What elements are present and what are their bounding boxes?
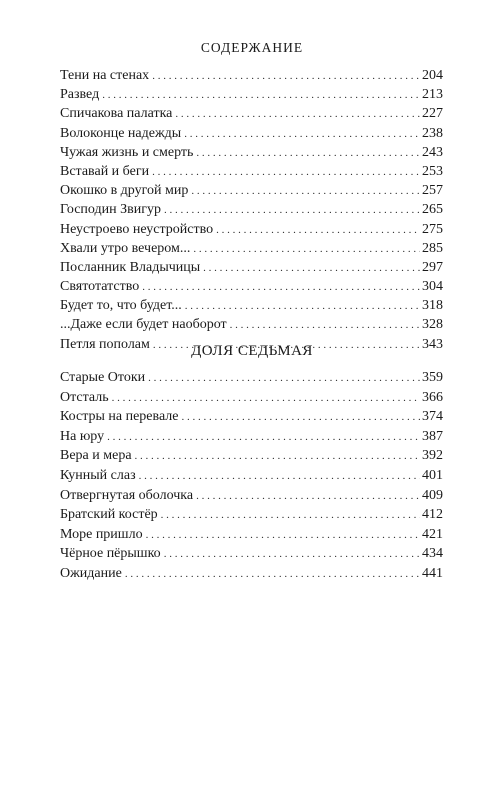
dot-leader — [185, 297, 420, 316]
toc-entry-page: 275 — [422, 221, 443, 237]
toc-entry — [60, 277, 443, 296]
toc-entry-page: 401 — [422, 467, 443, 483]
toc-entry-page: 412 — [422, 507, 443, 523]
dot-leader — [193, 240, 420, 259]
toc-entry — [60, 258, 443, 277]
toc-entry-page: 304 — [422, 279, 443, 295]
dot-leader — [152, 163, 420, 182]
toc-entry-title: Волоконце надежды — [60, 125, 182, 141]
toc-entry-page: 204 — [422, 68, 443, 83]
toc-entry-title: Неустроево неустройство — [60, 221, 214, 237]
toc-entry — [60, 220, 443, 239]
toc-entry — [60, 407, 443, 427]
dot-leader — [216, 221, 420, 240]
contents-heading: СОДЕРЖАНИЕ — [200, 40, 304, 55]
toc-entry-title: Отсталь — [60, 389, 109, 405]
toc-entry — [60, 66, 443, 85]
dot-leader — [112, 389, 420, 409]
toc-entry — [60, 388, 443, 408]
toc-entry-title: Вставай и беги — [60, 163, 150, 179]
toc-entry-title: Петля пополам — [60, 336, 150, 352]
toc-entry — [60, 368, 443, 388]
toc-entry — [60, 296, 443, 315]
toc-entry-title: ...Даже если будет наоборот — [60, 317, 227, 333]
dot-leader — [161, 506, 420, 526]
toc-entry-title: Тени на стенах — [60, 68, 150, 83]
toc-entry — [60, 486, 443, 506]
toc-entry — [60, 143, 443, 162]
dot-leader — [184, 125, 420, 144]
toc-entry-title: Чёрное пёрышко — [60, 546, 161, 562]
toc-entry — [60, 104, 443, 123]
toc-entry-title: Ожидание — [60, 565, 122, 581]
toc-entry-title: Святотатство — [60, 279, 140, 295]
toc-entry-title: Вера и мера — [60, 448, 132, 464]
toc-entry-page: 421 — [422, 526, 443, 542]
toc-entry-page: 253 — [422, 163, 443, 179]
contents-list — [60, 66, 443, 354]
dot-leader — [175, 105, 420, 124]
toc-entry-title: Костры на перевале — [60, 409, 179, 425]
toc-entry-title: Отвергнутая оболочка — [60, 487, 194, 503]
toc-entry-title: Кунный слаз — [60, 467, 136, 483]
toc-entry-page: 366 — [422, 389, 443, 405]
dot-leader — [148, 369, 420, 389]
dot-leader — [139, 467, 420, 487]
toc-entry — [60, 239, 443, 258]
toc-entry — [60, 162, 443, 181]
toc-entry — [60, 466, 443, 486]
dot-leader — [182, 408, 421, 428]
toc-entry-title: Чужая жизнь и смерть — [60, 144, 194, 160]
dot-leader — [203, 259, 420, 278]
dot-leader — [164, 545, 420, 565]
toc-entry-page: 392 — [422, 448, 443, 464]
toc-entry — [60, 505, 443, 525]
toc-entry-title: Окошко в другой мир — [60, 183, 189, 199]
toc-entry-title: Море пришло — [60, 526, 143, 542]
toc-entry-page: 238 — [422, 125, 443, 141]
dot-leader — [164, 201, 420, 220]
dot-leader — [135, 447, 420, 467]
toc-entry — [60, 544, 443, 564]
dot-leader — [196, 487, 420, 507]
dot-leader — [146, 526, 420, 546]
toc-entry-page: 359 — [422, 370, 443, 385]
toc-entry — [60, 181, 443, 200]
part-heading: ДОЛЯ СЕДЬМАЯ — [191, 343, 313, 359]
toc-entry-page: 434 — [422, 546, 443, 562]
toc-entry-title: Посланник Владычицы — [60, 259, 201, 275]
toc-entry — [60, 124, 443, 143]
dot-leader — [230, 316, 420, 335]
toc-entry-page: 227 — [422, 106, 443, 122]
toc-entry-title: Хвали утро вечером... — [60, 240, 191, 256]
toc-entry-title: Развед — [60, 87, 100, 103]
toc-entry-page: 243 — [422, 144, 443, 160]
dot-leader — [196, 144, 420, 163]
toc-entry-page: 285 — [422, 240, 443, 256]
toc-entry-page: 343 — [422, 336, 443, 352]
toc-entry — [60, 564, 443, 584]
toc-entry-title: Братский костёр — [60, 507, 158, 523]
toc-entry-title: Старые Отоки — [60, 370, 146, 385]
part-list — [60, 368, 443, 584]
toc-entry-page: 297 — [422, 259, 443, 275]
dot-leader — [152, 67, 420, 86]
dot-leader — [107, 428, 420, 448]
toc-entry-title: Будет то, что будет... — [60, 298, 182, 314]
toc-entry — [60, 200, 443, 219]
toc-entry-title: Спичакова палатка — [60, 106, 173, 122]
toc-entry-page: 318 — [422, 298, 443, 314]
toc-entry-page: 328 — [422, 317, 443, 333]
dot-leader — [102, 86, 420, 105]
dot-leader — [125, 565, 420, 585]
toc-entry-page: 441 — [422, 565, 443, 581]
dot-leader — [191, 182, 420, 201]
toc-entry — [60, 427, 443, 447]
toc-entry — [60, 315, 443, 334]
toc-entry-title: Господин Звигур — [60, 202, 161, 218]
toc-entry-page: 409 — [422, 487, 443, 503]
toc-entry — [60, 525, 443, 545]
toc-entry — [60, 85, 443, 104]
toc-entry-page: 257 — [422, 183, 443, 199]
toc-entry — [60, 446, 443, 466]
toc-entry-title: На юру — [60, 428, 105, 444]
toc-entry-page: 213 — [422, 87, 443, 103]
toc-entry-page: 374 — [422, 409, 443, 425]
dot-leader — [142, 278, 420, 297]
toc-entry-page: 387 — [422, 428, 443, 444]
toc-entry-page: 265 — [422, 202, 443, 218]
